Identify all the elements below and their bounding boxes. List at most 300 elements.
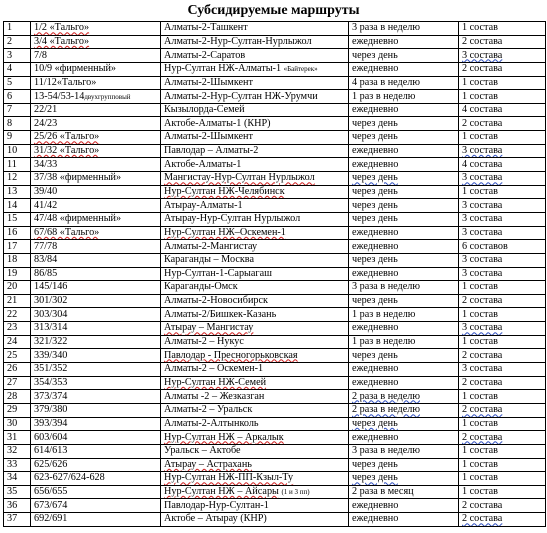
train-sets-cell-text: 2 состава: [462, 63, 503, 75]
route-number-cell: [31, 417, 161, 431]
train-sets-cell: [459, 253, 546, 267]
direction-cell: [161, 390, 349, 404]
frequency-cell: [349, 499, 459, 513]
frequency-cell: [349, 472, 459, 486]
route-number-cell: [31, 35, 161, 49]
table-row: [4, 185, 546, 199]
frequency-cell: [349, 226, 459, 240]
row-number-cell: [4, 158, 31, 172]
direction-cell-text: Караганды – Москва: [164, 254, 254, 266]
table-row: [4, 212, 546, 226]
route-number-cell: [31, 185, 161, 199]
train-sets-cell: [459, 363, 546, 377]
route-number-cell: [31, 335, 161, 349]
row-number-cell-text: 35: [7, 486, 18, 498]
frequency-cell: [349, 253, 459, 267]
table-row: [4, 103, 546, 117]
frequency-cell-text: 2 раза в неделю: [352, 390, 420, 402]
table-row: [4, 226, 546, 240]
direction-cell-text: Алматы-2 – Оскемен-1: [164, 363, 264, 375]
direction-cell: [161, 199, 349, 213]
train-sets-cell: [459, 185, 546, 199]
frequency-cell: [349, 117, 459, 131]
route-number-cell: [31, 226, 161, 240]
direction-cell-text: Актобе – Атырау (КНР): [164, 513, 267, 525]
row-number-cell: [4, 117, 31, 131]
route-number-cell: [31, 294, 161, 308]
frequency-cell-text: ежедневно: [352, 499, 399, 511]
frequency-cell-text: ежедневно: [352, 158, 399, 170]
frequency-cell-text: 2 раза в месяц: [352, 486, 414, 498]
row-number-cell: [4, 49, 31, 63]
row-number-cell: [4, 322, 31, 336]
frequency-cell-text: 3 раза в неделю: [352, 445, 420, 457]
route-number-cell-text: 39/40: [34, 186, 58, 197]
train-sets-cell: [459, 417, 546, 431]
row-number-cell-text: 20: [7, 281, 18, 293]
table-row: [4, 376, 546, 390]
frequency-cell: [349, 294, 459, 308]
row-number-cell: [4, 458, 31, 472]
row-number-cell-text: 14: [7, 199, 18, 211]
train-sets-cell: [459, 335, 546, 349]
row-number-cell: [4, 376, 31, 390]
train-sets-cell-text: 3 состава: [462, 226, 503, 238]
route-number-cell: [31, 513, 161, 527]
frequency-cell-text: через день: [352, 254, 398, 266]
route-number-cell: [31, 390, 161, 404]
route-number-cell: [31, 212, 161, 226]
row-number-cell: [4, 485, 31, 499]
row-number-cell-text: 25: [7, 349, 18, 361]
direction-cell-text: Павлодар - Пресногорьковская: [164, 349, 298, 361]
table-row: [4, 499, 546, 513]
frequency-cell: [349, 131, 459, 145]
row-number-cell: [4, 308, 31, 322]
direction-cell-text: Алматы-2-Новосибирск: [164, 295, 268, 307]
row-number-cell-text: 30: [7, 417, 18, 429]
train-sets-cell-text: 2 состава: [462, 404, 503, 416]
table-row: [4, 144, 546, 158]
row-number-cell-text: 28: [7, 390, 18, 402]
table-row: [4, 417, 546, 431]
direction-cell: [161, 240, 349, 254]
train-sets-cell: [459, 281, 546, 295]
train-sets-cell-text: 3 состава: [462, 213, 503, 225]
row-number-cell: [4, 103, 31, 117]
table-row: [4, 444, 546, 458]
table-row: [4, 308, 546, 322]
route-number-cell-text: 24/23: [34, 117, 58, 129]
row-number-cell: [4, 499, 31, 513]
direction-cell-text: Алматы-2 – Нукус: [164, 336, 244, 348]
row-number-cell: [4, 267, 31, 281]
frequency-cell: [349, 376, 459, 390]
row-number-cell: [4, 335, 31, 349]
train-sets-cell-text: 1 состав: [462, 90, 498, 102]
table-row: [4, 322, 546, 336]
row-number-cell: [4, 90, 31, 104]
train-sets-cell-text: 2 состава: [462, 35, 503, 47]
direction-cell: [161, 349, 349, 363]
frequency-cell-text: через день: [352, 417, 398, 429]
train-sets-cell: [459, 212, 546, 226]
row-number-cell: [4, 62, 31, 76]
route-number-cell: [31, 403, 161, 417]
row-number-cell: [4, 431, 31, 445]
table-row: [4, 390, 546, 404]
train-sets-cell: [459, 458, 546, 472]
direction-cell-text: Кызылорда-Семей: [164, 104, 245, 116]
direction-cell: [161, 458, 349, 472]
direction-cell-text: Нур-Султан НЖ-Семей: [164, 376, 267, 388]
row-number-cell: [4, 144, 31, 158]
route-number-cell-text: 22/21: [34, 104, 58, 116]
direction-cell: [161, 294, 349, 308]
route-number-cell-text: 379/380: [34, 404, 68, 416]
direction-cell: [161, 144, 349, 158]
direction-cell: [161, 35, 349, 49]
frequency-cell: [349, 431, 459, 445]
table-row: [4, 90, 546, 104]
train-sets-cell-text: 1 состав: [462, 486, 498, 498]
train-sets-cell-text: 1 состав: [462, 417, 498, 429]
table-row: [4, 349, 546, 363]
train-sets-cell-text: 1 состав: [462, 390, 498, 402]
train-sets-cell: [459, 172, 546, 186]
direction-cell-text: Нур-Султан НЖ–Оскемен-1: [164, 226, 286, 238]
train-sets-cell: [459, 240, 546, 254]
row-number-cell: [4, 363, 31, 377]
route-number-cell-text: 673/674: [34, 499, 68, 511]
frequency-cell: [349, 403, 459, 417]
direction-cell-text: Алматы-2-Саратов: [164, 49, 246, 61]
route-number-cell: [31, 62, 161, 76]
frequency-cell-text: 3 раза в неделю: [352, 22, 420, 34]
route-number-cell-text: 614/613: [34, 445, 68, 457]
frequency-cell-text: через день: [352, 172, 398, 184]
direction-cell: [161, 499, 349, 513]
frequency-cell-text: 3 раза в неделю: [352, 281, 420, 293]
frequency-cell: [349, 513, 459, 527]
direction-cell-text: Нур-Султан НЖ – Аркалык: [164, 431, 284, 443]
table-row: [4, 335, 546, 349]
row-number-cell-text: 11: [7, 158, 17, 170]
train-sets-cell: [459, 226, 546, 240]
route-number-cell-text: 625/626: [34, 458, 68, 470]
row-number-cell-text: 19: [7, 267, 18, 279]
row-number-cell: [4, 35, 31, 49]
train-sets-cell: [459, 158, 546, 172]
train-sets-cell: [459, 267, 546, 281]
table-row: [4, 172, 546, 186]
train-sets-cell-text: 2 состава: [462, 349, 503, 361]
route-number-cell-text: 25/26 «Тальго»: [34, 131, 100, 143]
table-row: [4, 35, 546, 49]
direction-cell: [161, 403, 349, 417]
row-number-cell-text: 18: [7, 254, 18, 266]
frequency-cell: [349, 349, 459, 363]
train-sets-cell-text: 1 состав: [462, 308, 498, 320]
frequency-cell: [349, 172, 459, 186]
row-number-cell-text: 3: [7, 49, 13, 61]
direction-cell: [161, 253, 349, 267]
row-number-cell: [4, 294, 31, 308]
frequency-cell-text: ежедневно: [352, 145, 399, 157]
route-number-cell: [31, 131, 161, 145]
row-number-cell-text: 8: [7, 117, 13, 129]
direction-cell: [161, 212, 349, 226]
table-row: [4, 158, 546, 172]
train-sets-cell-text: 3 состава: [462, 49, 503, 61]
row-number-cell: [4, 253, 31, 267]
row-number-cell: [4, 403, 31, 417]
route-number-cell-text: 10/9 «фирменный»: [34, 63, 117, 75]
train-sets-cell: [459, 131, 546, 145]
direction-cell-text: Алматы-2-Шымкент: [164, 131, 253, 143]
frequency-cell: [349, 35, 459, 49]
row-number-cell: [4, 131, 31, 145]
train-sets-cell: [459, 513, 546, 527]
direction-cell: [161, 308, 349, 322]
frequency-cell-text: через день: [352, 131, 398, 143]
route-number-cell: [31, 76, 161, 90]
row-number-cell: [4, 349, 31, 363]
direction-cell-text: Актобе-Алматы-1: [164, 158, 242, 170]
direction-cell: [161, 185, 349, 199]
row-number-cell-text: 15: [7, 213, 18, 225]
route-number-cell: [31, 308, 161, 322]
frequency-cell: [349, 90, 459, 104]
table-row: [4, 117, 546, 131]
train-sets-cell-text: 3 состава: [462, 199, 503, 211]
direction-cell-text: Алматы-2-Нур-Султан НЖ-Урумчи: [164, 90, 318, 102]
route-number-cell-text: 13-54/53-14: [34, 90, 85, 102]
direction-note: (1 и 3 пп): [281, 488, 310, 497]
table-row: [4, 49, 546, 63]
frequency-cell-text: 2 раза в неделю: [352, 404, 420, 416]
route-number-cell-text: 11/12«Тальго»: [34, 76, 97, 88]
frequency-cell-text: 4 раза в неделю: [352, 76, 420, 88]
train-sets-cell-text: 4 состава: [462, 104, 503, 116]
frequency-cell: [349, 485, 459, 499]
direction-cell: [161, 158, 349, 172]
frequency-cell-text: ежедневно: [352, 35, 399, 47]
table-row: [4, 485, 546, 499]
train-sets-cell: [459, 144, 546, 158]
train-sets-cell-text: 1 состав: [462, 336, 498, 348]
frequency-cell: [349, 390, 459, 404]
frequency-cell: [349, 322, 459, 336]
train-sets-cell-text: 1 состав: [462, 186, 498, 197]
direction-cell: [161, 444, 349, 458]
row-number-cell-text: 36: [7, 499, 18, 511]
frequency-cell-text: ежедневно: [352, 513, 399, 525]
row-number-cell-text: 13: [7, 186, 18, 197]
direction-cell: [161, 172, 349, 186]
train-sets-cell-text: 1 состав: [462, 445, 498, 457]
direction-cell-text: Алматы-2-Мангистау: [164, 240, 258, 252]
row-number-cell-text: 6: [7, 90, 13, 102]
train-sets-cell-text: 3 состава: [462, 363, 503, 375]
direction-cell-text: Алматы-2/Бишкек-Казань: [164, 308, 277, 320]
row-number-cell: [4, 281, 31, 295]
train-sets-cell: [459, 90, 546, 104]
row-number-cell-text: 37: [7, 513, 18, 525]
frequency-cell: [349, 240, 459, 254]
frequency-cell-text: через день: [352, 349, 398, 361]
table-row: [4, 513, 546, 527]
frequency-cell-text: через день: [352, 117, 398, 129]
row-number-cell: [4, 240, 31, 254]
direction-cell-text: Атырау – Астрахань: [164, 458, 252, 470]
frequency-cell: [349, 335, 459, 349]
train-sets-cell: [459, 308, 546, 322]
frequency-cell: [349, 267, 459, 281]
train-sets-cell-text: 1 состав: [462, 472, 498, 484]
route-number-cell: [31, 485, 161, 499]
frequency-cell-text: через день: [352, 186, 398, 197]
row-number-cell: [4, 444, 31, 458]
route-number-cell: [31, 431, 161, 445]
frequency-cell-text: через день: [352, 49, 398, 61]
route-number-cell: [31, 103, 161, 117]
train-sets-cell-text: 3 состава: [462, 267, 503, 279]
frequency-cell: [349, 199, 459, 213]
row-number-cell: [4, 199, 31, 213]
route-number-cell-text: 373/374: [34, 390, 68, 402]
frequency-cell-text: ежедневно: [352, 104, 399, 116]
direction-cell-text: Алматы -2 – Жезказган: [164, 390, 265, 402]
direction-cell: [161, 131, 349, 145]
row-number-cell-text: 16: [7, 226, 18, 238]
frequency-cell: [349, 22, 459, 36]
route-number-cell-text: 31/32 «Тальго»: [34, 145, 100, 157]
direction-cell-text: Атырау-Алматы-1: [164, 199, 243, 211]
row-number-cell: [4, 185, 31, 199]
train-sets-cell: [459, 431, 546, 445]
route-number-cell-text: 603/604: [34, 431, 68, 443]
route-number-cell: [31, 363, 161, 377]
frequency-cell-text: через день: [352, 199, 398, 211]
train-sets-cell-text: 3 состава: [462, 254, 503, 266]
frequency-cell-text: через день: [352, 458, 398, 470]
train-sets-cell: [459, 403, 546, 417]
row-number-cell-text: 34: [7, 472, 18, 484]
train-sets-cell: [459, 62, 546, 76]
train-sets-cell-text: 3 состава: [462, 172, 503, 184]
train-sets-cell: [459, 322, 546, 336]
train-sets-cell-text: 2 состава: [462, 295, 503, 307]
table-row: [4, 253, 546, 267]
table-row: [4, 199, 546, 213]
route-number-cell: [31, 117, 161, 131]
row-number-cell-text: 17: [7, 240, 18, 252]
route-number-cell-text: 1/2 «Тальго»: [34, 22, 90, 34]
frequency-cell: [349, 308, 459, 322]
train-sets-cell-text: 2 состава: [462, 499, 503, 511]
route-number-cell-text: 656/655: [34, 486, 68, 498]
direction-cell: [161, 376, 349, 390]
direction-cell-text: Караганды-Омск: [164, 281, 238, 293]
direction-cell-text: Павлодар-Нур-Султан-1: [164, 499, 269, 511]
route-number-cell-text: 34/33: [34, 158, 58, 170]
row-number-cell-text: 32: [7, 445, 18, 457]
train-sets-cell-text: 1 состав: [462, 22, 498, 34]
table-row: [4, 281, 546, 295]
route-number-cell-text: 47/48 «фирменный»: [34, 213, 122, 225]
train-sets-cell-text: 2 состава: [462, 431, 503, 443]
direction-cell: [161, 226, 349, 240]
direction-cell: [161, 76, 349, 90]
direction-cell-text: Нур-Султан НЖ-Челябинск: [164, 186, 285, 197]
direction-cell-text: Нур-Султан НЖ – Айсары: [164, 486, 279, 498]
route-number-cell-text: 3/4 «Тальго»: [34, 35, 90, 47]
route-number-cell: [31, 240, 161, 254]
train-sets-cell-text: 2 состава: [462, 376, 503, 388]
train-sets-cell: [459, 76, 546, 90]
route-number-cell-text: 37/38 «фирменный»: [34, 172, 122, 184]
direction-cell-text: Атырау – Мангистау: [164, 322, 254, 334]
route-number-cell-text: 313/314: [34, 322, 68, 334]
route-number-cell-text: 692/691: [34, 513, 68, 525]
direction-cell-text: Нур-Султан НЖ-ПП-Кзыл-Ту: [164, 472, 294, 484]
table-row: [4, 62, 546, 76]
frequency-cell-text: через день: [352, 472, 398, 484]
route-number-cell-text: 7/8: [34, 49, 48, 61]
route-number-cell-text: 339/340: [34, 349, 68, 361]
table-row: [4, 472, 546, 486]
train-sets-cell: [459, 349, 546, 363]
frequency-cell: [349, 444, 459, 458]
frequency-cell: [349, 212, 459, 226]
train-sets-cell: [459, 499, 546, 513]
row-number-cell-text: 27: [7, 376, 18, 388]
direction-cell-text: Алматы-2-Алтынколь: [164, 417, 259, 429]
frequency-cell-text: 1 раз в неделю: [352, 336, 416, 348]
direction-note: «Байтерек»: [283, 65, 318, 74]
route-number-cell: [31, 172, 161, 186]
row-number-cell-text: 4: [7, 63, 13, 75]
frequency-cell: [349, 158, 459, 172]
row-number-cell-text: 22: [7, 308, 18, 320]
route-number-cell: [31, 158, 161, 172]
route-number-cell: [31, 267, 161, 281]
train-sets-cell-text: 2 состава: [462, 513, 503, 525]
route-number-cell-text: 145/146: [34, 281, 68, 293]
frequency-cell: [349, 458, 459, 472]
frequency-cell-text: через день: [352, 213, 398, 225]
route-number-cell-text: 321/322: [34, 336, 68, 348]
direction-cell: [161, 485, 349, 499]
routes-table: [3, 21, 546, 527]
train-sets-cell-text: 6 составов: [462, 240, 508, 252]
train-sets-cell-text: 4 состава: [462, 158, 503, 170]
table-row: [4, 431, 546, 445]
direction-cell-text: Алматы-2-Нур-Султан-Нурлыжол: [164, 35, 312, 47]
table-row: [4, 294, 546, 308]
direction-cell: [161, 322, 349, 336]
frequency-cell: [349, 49, 459, 63]
route-number-cell-text: 77/78: [34, 240, 58, 252]
row-number-cell-text: 26: [7, 363, 18, 375]
route-number-cell-text: 354/353: [34, 376, 68, 388]
frequency-cell: [349, 103, 459, 117]
direction-cell-text: Алматы-2 – Уральск: [164, 404, 253, 416]
frequency-cell-text: 1 раз в неделю: [352, 308, 416, 320]
route-number-cell-text: 301/302: [34, 295, 68, 307]
route-number-cell: [31, 199, 161, 213]
